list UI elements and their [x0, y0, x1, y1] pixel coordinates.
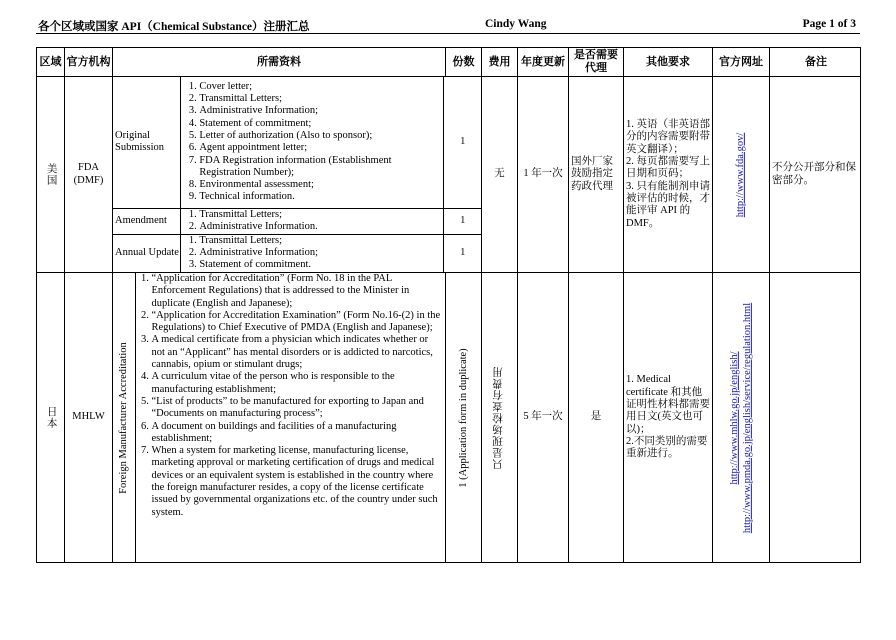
registration-table	[36, 47, 861, 563]
list-item: 1. “Application for Accreditation” (Form No. 18 in the PAL Enforcement Regulations) that is addressed to the Minister in duplicate (English and Japanese);	[152, 273, 445, 310]
col-header-fee: 费用	[482, 48, 518, 77]
us-documents-cell	[113, 77, 482, 273]
us-amendment-copies: 1	[444, 208, 481, 234]
list-item: 1. Transmittal Letters;	[199, 209, 443, 221]
col-header-region: 区域	[37, 48, 65, 77]
us-amendment-list	[181, 209, 443, 234]
list-item: 3. Statement of commitment.	[199, 259, 443, 271]
list-item: 2. Administrative Information;	[199, 247, 443, 259]
col-header-agency: 官方机构	[65, 48, 113, 77]
document-title: 各个区域或国家 API（Chemical Substance）注册汇总	[38, 21, 310, 33]
list-item: 5. Letter of authorization (Also to sponsor);	[199, 130, 443, 142]
jp-note	[770, 273, 861, 563]
jp-documents-subtable	[113, 273, 446, 562]
list-item: 4. Statement of commitment;	[199, 118, 443, 130]
list-item: 9. Technical information.	[199, 191, 443, 203]
col-header-annual-update: 年度更新	[518, 48, 569, 77]
jp-fee: 只是现场检查有费用	[493, 365, 505, 470]
us-section-label: Amendment	[113, 208, 181, 234]
agency-us: FDA (DMF)	[65, 77, 113, 273]
list-item: 4. A curriculum vitae of the person who is responsible to the manufacturing establishment;	[152, 371, 445, 396]
us-section-annual	[113, 234, 481, 272]
page-indicator: Page 1 of 3	[802, 18, 856, 30]
jp-agent: 是	[569, 273, 624, 563]
jp-documents-cell	[113, 273, 446, 563]
us-annual-update: 1 年一次	[518, 77, 569, 273]
us-documents-subtable	[113, 77, 481, 272]
jp-category-label: Foreign Manufacturer Accreditation	[117, 341, 129, 494]
jp-fee-cell	[482, 273, 518, 563]
mhlw-link[interactable]: http://www.mhlw.go.jp/english/	[728, 350, 740, 485]
us-section-label: Original Submission	[113, 77, 181, 208]
us-fee: 无	[482, 77, 518, 273]
header-rule	[36, 33, 860, 34]
list-item: 2. “Application for Accreditation Examination” (Form No.16-(2) in the Regulations) to Chief Executive of PMDA (English and Japanese);	[152, 310, 445, 335]
list-item: 1. Cover letter;	[199, 81, 443, 93]
us-section-original	[113, 77, 481, 208]
list-item: 8. Environmental assessment;	[199, 179, 443, 191]
fda-link[interactable]: http://www.fda.gov/	[734, 132, 746, 217]
us-annual-list	[181, 235, 443, 272]
us-section-amendment	[113, 208, 481, 234]
region-us	[37, 77, 65, 273]
region-jp-label: 日本	[45, 406, 57, 429]
table-header-row	[37, 48, 861, 77]
us-original-list	[181, 81, 443, 204]
jp-annual-update: 5 年一次	[518, 273, 569, 563]
us-original-copies: 1	[444, 77, 481, 208]
list-item: 2. Transmittal Letters;	[199, 93, 443, 105]
col-header-url: 官方网址	[713, 48, 770, 77]
list-item: 6. A document on buildings and facilities of a manufacturing establishment;	[152, 421, 445, 446]
jp-category-cell	[113, 273, 135, 562]
jp-url-cell	[713, 273, 770, 563]
list-item: 3. Administrative Information;	[199, 105, 443, 117]
list-item: 1. Transmittal Letters;	[199, 235, 443, 247]
col-header-agent: 是否需要代理	[569, 48, 624, 77]
list-item: 7. When a system for marketing license, manufacturing license, marketing approval or marketing certification of drugs and medical devices or an equivalent system is established in the country where the foreign manufacturer resides, a copy of the license certificate issued by governmental organizations etc. of the country under such system.	[152, 445, 445, 519]
region-us-label: 美国	[45, 163, 57, 186]
list-item: 7. FDA Registration information (Establishment Registration Number);	[199, 155, 443, 180]
jp-other-requirements: 1. Medical certificate 和其他证明性材料都需要用日文(英文也可以)； 2.不同类别的需要重新进行。	[624, 273, 713, 563]
list-item: 5. “List of products” to be manufactured for exporting to Japan and “Documents on manufacturing process”;	[152, 396, 445, 421]
list-item: 3. A medical certificate from a physician which indicates whether or not an “Applicant” has mental disorders or is addicted to narcotics, cannabis, opium or stimulant drugs;	[152, 334, 445, 371]
us-section-label: Annual Update	[113, 234, 181, 272]
agency-jp: MHLW	[65, 273, 113, 563]
list-item: 2. Administrative Information.	[199, 221, 443, 233]
col-header-notes: 备注	[770, 48, 861, 77]
pmda-link[interactable]: http://www.pmda.go.jp/english/service/regulation.html	[741, 302, 753, 533]
region-jp	[37, 273, 65, 563]
col-header-documents: 所需资料	[113, 48, 446, 77]
list-item: 6. Agent appointment letter;	[199, 142, 443, 154]
us-url-cell	[713, 77, 770, 273]
col-header-copies: 份数	[446, 48, 482, 77]
jp-copies-cell	[446, 273, 482, 563]
us-note: 不分公开部分和保密部分。	[770, 77, 861, 273]
jp-copies: 1 (Application form in duplicate)	[457, 347, 469, 488]
document-author: Cindy Wang	[485, 18, 547, 30]
us-annual-copies: 1	[444, 234, 481, 272]
table-row-jp	[37, 273, 861, 563]
col-header-other: 其他要求	[624, 48, 713, 77]
us-agent: 国外厂家鼓励指定药政代理	[569, 77, 624, 273]
jp-documents-list	[136, 273, 446, 519]
us-other-requirements: 1. 英语（非英语部分的内容需要附带英文翻译）； 2. 每页都需要写上日期和页码； 3. 只有能制剂申请被评估的时候，才能评审 API 的 DMF。	[624, 77, 713, 273]
table-row-us	[37, 77, 861, 273]
